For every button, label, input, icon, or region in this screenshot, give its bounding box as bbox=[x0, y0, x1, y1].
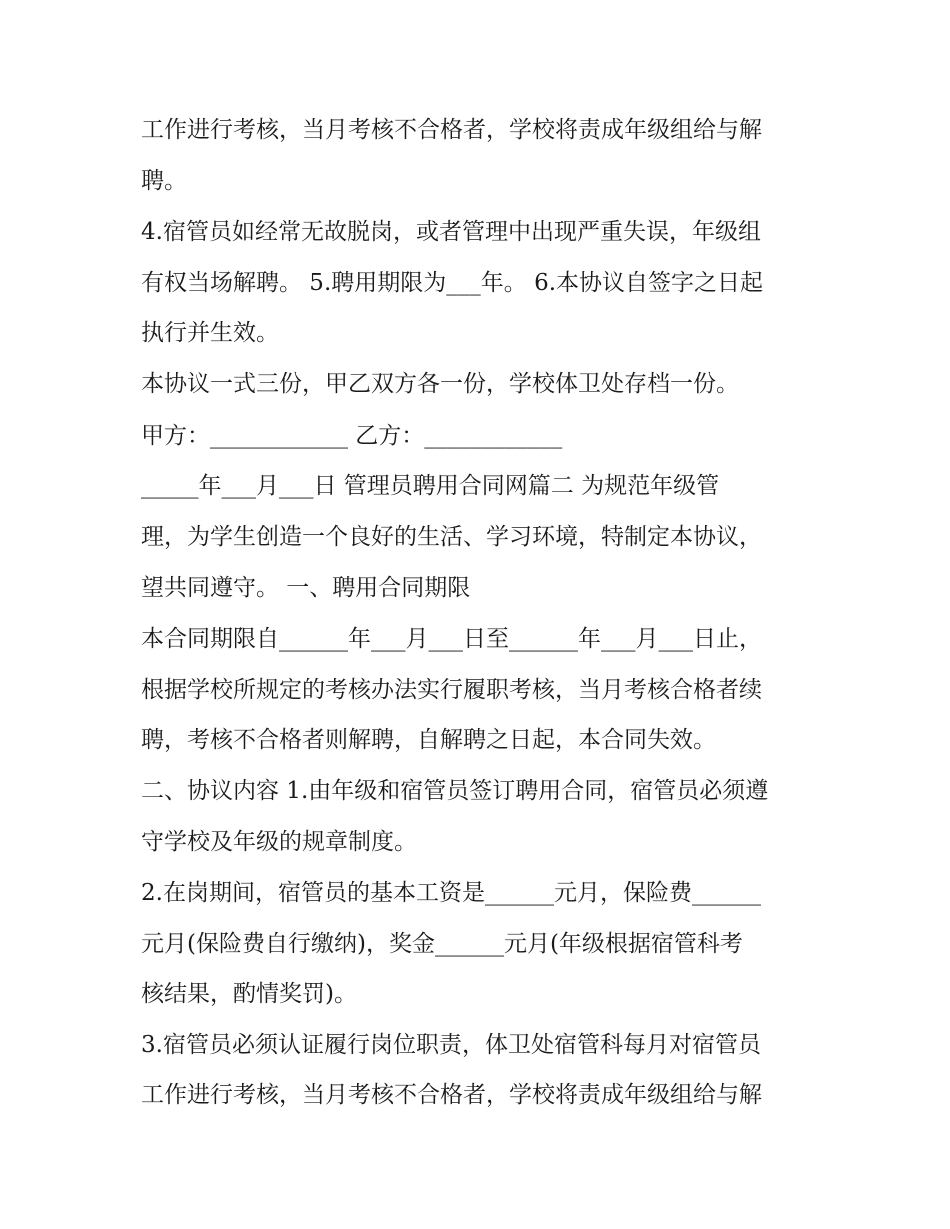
signature-line: 甲方：____________ 乙方：____________ bbox=[141, 423, 563, 449]
text-line: 本协议一式三份，甲乙双方各一份，学校体卫处存档一份。 bbox=[141, 371, 739, 397]
text-line: 核结果，酌情奖罚)。 bbox=[141, 981, 357, 1007]
text-line: 元月(保险费自行缴纳)，奖金______元月(年级根据宿管科考 bbox=[141, 931, 743, 957]
text-line: _____年___月___日 管理员聘用合同网篇二 为规范年级管 bbox=[141, 473, 720, 499]
text-line: 根据学校所规定的考核办法实行履职考核，当月考核合格者续 bbox=[141, 677, 762, 703]
text-line: 执行并生效。 bbox=[141, 320, 279, 346]
text-line: 3.宿管员必须认证履行岗位职责，体卫处宿管科每月对宿管员 bbox=[141, 1032, 761, 1058]
text-line: 聘。 bbox=[141, 168, 187, 194]
text-line: 4.宿管员如经常无故脱岗，或者管理中出现严重失误，年级组 bbox=[141, 219, 761, 245]
text-line: 工作进行考核，当月考核不合格者，学校将责成年级组给与解 bbox=[141, 117, 762, 143]
text-line: 有权当场解聘。 5.聘用期限为___年。 6.本协议自签字之日起 bbox=[141, 270, 764, 296]
text-line: 守学校及年级的规章制度。 bbox=[141, 829, 417, 855]
text-line: 聘，考核不合格者则解聘，自解聘之日起，本合同失效。 bbox=[141, 727, 716, 753]
text-line: 工作进行考核，当月考核不合格者，学校将责成年级组给与解 bbox=[141, 1082, 762, 1108]
text-line: 2.在岗期间，宿管员的基本工资是______元月，保险费______ bbox=[141, 880, 761, 906]
text-line: 二、协议内容 1.由年级和宿管员签订聘用合同，宿管员必须遵 bbox=[141, 778, 769, 804]
text-line: 望共同遵守。 一、聘用合同期限 bbox=[141, 575, 471, 601]
text-line: 本合同期限自______年___月___日至______年___月___日止， bbox=[141, 626, 762, 652]
text-line: 理，为学生创造一个良好的生活、学习环境，特制定本协议， bbox=[141, 524, 762, 550]
